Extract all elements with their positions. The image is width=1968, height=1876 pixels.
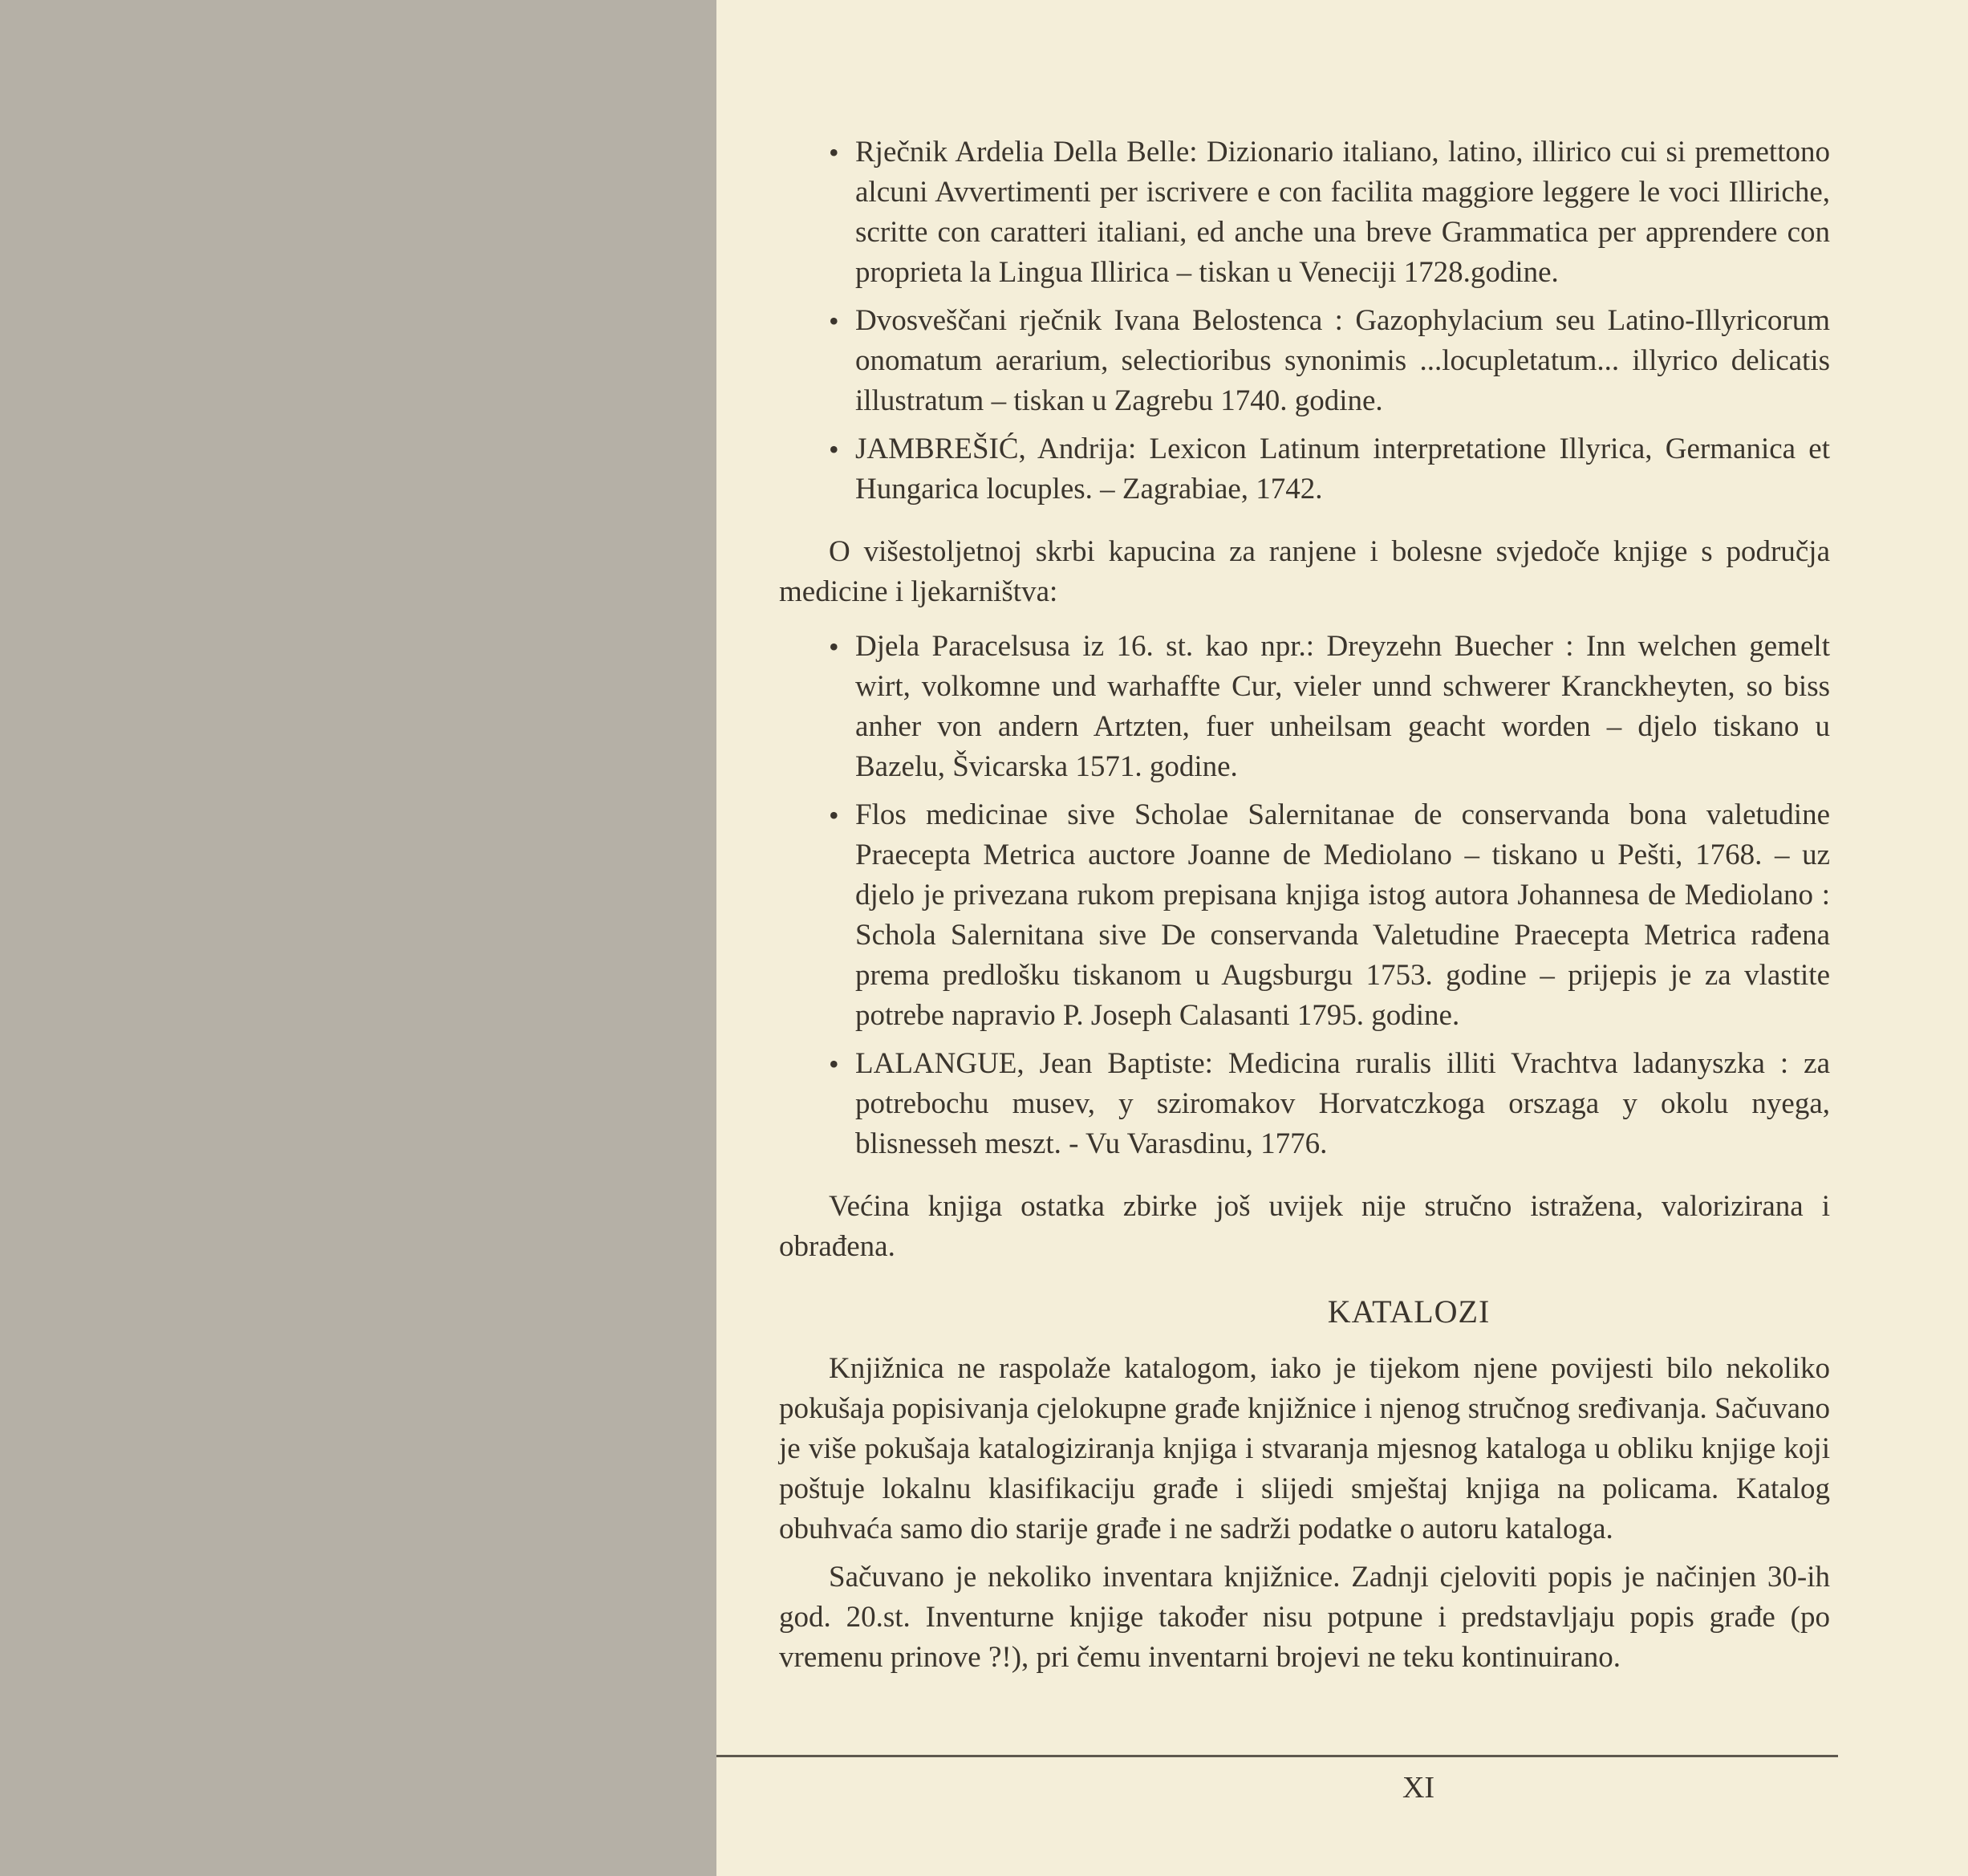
paragraph-medicine-intro: O višestoljetnoj skrbi kapucina za ranjene i bolesne svjedoče knjige s područja medicine i ljekarništva: [779, 535, 1830, 608]
footer-rule [716, 1755, 1838, 1757]
dictionary-list [779, 132, 1830, 510]
list-item: • JAMBREŠIĆ, Andrija: Lexicon Latinum interpretatione Illyrica, Germanica et Hungarica locuples. – Zagrabiae, 1742. [855, 429, 1830, 510]
paragraph-katalozi-2: Sačuvano je nekoliko inventara knjižnice. Zadnji cjeloviti popis je načinjen 30-ih god. 20.st. Inventurne knjige također nisu potpune i predstavljaju popis građe (po vremenu prinove ?!), pri čemu inventarni brojevi ne teku kontinuirano. [779, 1561, 1830, 1674]
medicine-list [779, 627, 1830, 1164]
section-heading: KATALOZI [1327, 1293, 1491, 1330]
list-item: • LALANGUE, Jean Baptiste: Medicina ruralis illiti Vrachtva ladanyszka : za potrebochu musev, y sziromakov Horvatczkoga orszaga y okolu nyega, blisnesseh meszt. - Vu Varasdinu, 1776. [855, 1044, 1830, 1164]
paragraph-collection-rest: Većina knjiga ostatka zbirke još uvijek nije stručno istražena, valorizirana i obrađena. [779, 1190, 1830, 1263]
paragraph-katalozi-1: Knjižnica ne raspolaže katalogom, iako je tijekom njene povijesti bilo nekoliko pokušaja popisivanja cjelokupne građe knjižnice i njenog stručnog sređivanja. Sačuvano je više pokušaja katalogiziranja knjiga i stvaranja mjesnog kataloga u obliku knjige koji poštuje lokalnu klasifikaciju građe i slijedi smještaj knjiga na policama. Katalog obuhvaća samo dio starije građe i ne sadrži podatke o autoru kataloga. [779, 1352, 1830, 1545]
list-item: • Rječnik Ardelia Della Belle: Dizionario italiano, latino, illirico cui si premettono alcuni Avvertimenti per iscrivere e con facilita maggiore leggere le voci Illiriche, scritte con caratteri italiani, ed anche una breve Grammatica per apprendere con proprieta la Lingua Illirica – tiskan u Veneciji 1728.godine. [855, 132, 1830, 293]
page-number: XI [1402, 1771, 1435, 1805]
list-item: • Djela Paracelsusa iz 16. st. kao npr.: Dreyzehn Buecher : Inn welchen gemelt wirt, volkomne und warhaffte Cur, vieler unnd schwerer Kranckheyten, so biss anher von andern Artzten, fuer unheilsam geacht worden – djelo tiskano u Bazelu, Švicarska 1571. godine. [855, 627, 1830, 787]
left-page-gray-panel [0, 0, 716, 1876]
page-content [779, 132, 1830, 1678]
book-page [716, 0, 1968, 1876]
list-item: • Dvosveščani rječnik Ivana Belostenca : Gazophylacium seu Latino-Illyricorum onomatum aerarium, selectioribus synonimis ...locupletatum... illyrico delicatis illustratum – tiskan u Zagrebu 1740. godine. [855, 301, 1830, 421]
list-item: • Flos medicinae sive Scholae Salernitanae de conservanda bona valetudine Praecepta Metrica auctore Joanne de Mediolano – tiskano u Pešti, 1768. – uz djelo je privezana rukom prepisana knjiga istog autora Johannesa de Mediolano : Schola Salernitana sive De conservanda Valetudine Praecepta Metrica rađena prema predlošku tiskanom u Augsburgu 1753. godine – prijepis je za vlastite potrebe napravio P. Joseph Calasanti 1795. godine. [855, 795, 1830, 1036]
